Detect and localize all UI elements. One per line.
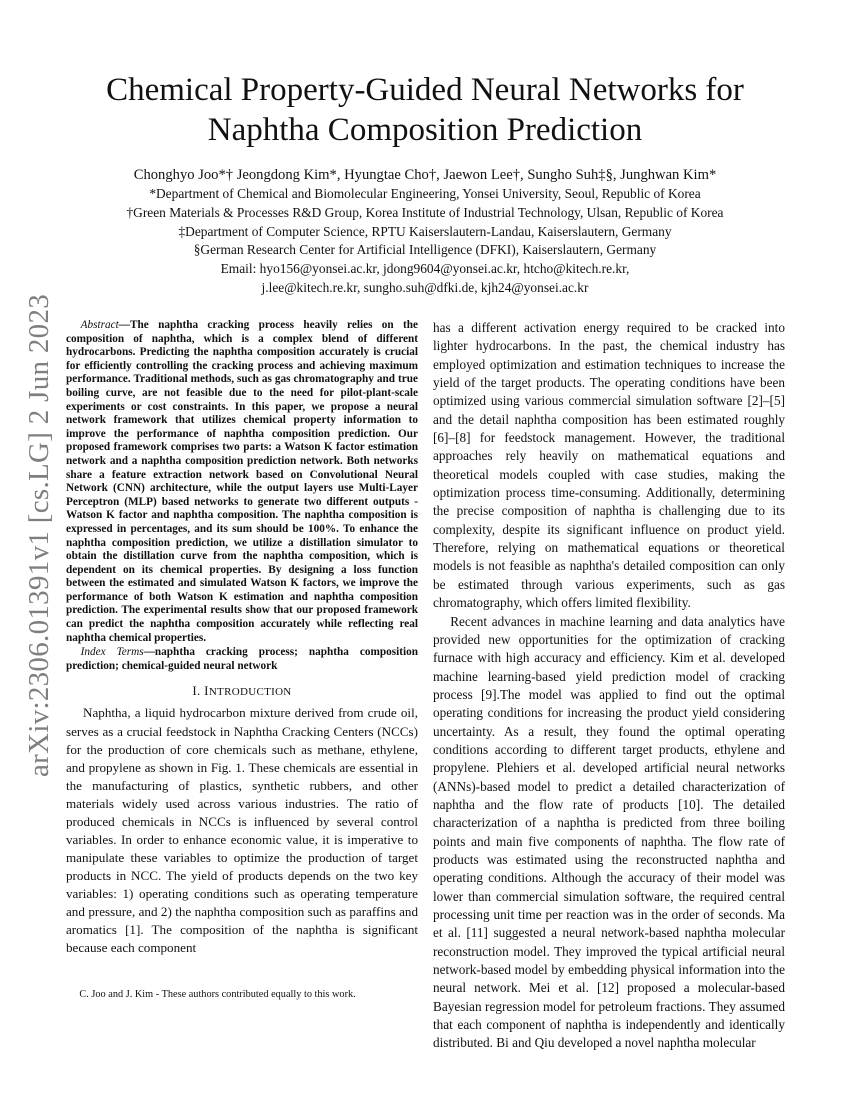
index-terms-label: Index Terms	[80, 646, 144, 659]
index-terms	[66, 646, 418, 673]
arxiv-identifier: arXiv:2306.01391v1 [cs.LG] 2 Jun 2023	[23, 293, 56, 777]
affiliation-4: §German Research Center for Artificial Intelligence (DFKI), Kaiserslautern, Germany	[193, 242, 657, 258]
abstract-label: Abstract	[80, 319, 119, 331]
abstract-text: —The naphtha cracking process heavily relies on the composition of naphtha, which is a complex blend of different hydrocarbons. Predicting the naphtha composition accurately is crucial for efficiently controlling the cracking process and achieving maximum performance. Traditional methods, such as gas chromatography and true boiling curve, are not feasible due to the need for pilot-plant-scale experiments or cost constraints. In this paper, we propose a neural network framework that utilizes chemical property information to improve the performance of naphtha composition prediction. Our proposed framework comprises two parts: a Watson K factor estimation network and a naphtha composition prediction network. Both networks share a feature extraction network based on Convolutional Neural Network (CNN) architecture, while the output layers use Multi-Layer Perceptron (MLP) based networks to generate two different outputs - Watson K factor and naphtha composition. The naphtha composition is expressed in percentages, and its sum should be 100%. To enhance the naphtha composition prediction, we utilize a distillation simulator to obtain the distillation curve from the naphtha composition, which is dependent on its chemical properties. By designing a loss function between the estimated and simulated Watson K factors, we improve the performance of both Watson K estimation and naphtha composition prediction. The experimental results show that our proposed framework can predict the naphtha composition accurately while reflecting real naphtha chemical properties.	[66, 319, 418, 644]
intro-paragraph-1: Naphtha, a liquid hydrocarbon mixture derived from crude oil, serves as a crucial feedstock in Naphtha Cracking Centers (NCCs) for the production of core chemicals such as methane, ethylene, and propylene as shown in Fig. 1. These chemicals are essential in the manufacturing of plastics, synthetic rubbers, and other materials widely used across various industries. The ratio of produced chemicals in NCCs is influenced by several control variables. In order to enhance economic value, it is imperative to manipulate these variables to optimize the production of target products in NCC. The yield of products depends on the two key variables: 1) operating conditions such as operating temperature and pressure, and 2) the naphtha composition such as paraffins and aromatics [1]. The composition of the naphtha is significant because each component	[66, 705, 418, 956]
intro-paragraph-1-continued: has a different activation energy required to be cracked into lighter hydrocarbons. In the past, the chemical industry has employed optimization and estimation techniques to increase the yield of the target products. The operating conditions have been optimized using various commercial simulation software [2]–[5] and the detail naphtha composition has been estimated roughly [6]–[8] for feedstock management. However, the traditional approaches rely heavily on mathematical equations and theoretical models coupled with case studies, making the optimization process time-consuming. Additionally, determining the precise composition of naphtha is challenging due to its complexity, despite its significant influence on product yield. Therefore, relying on mathematical equations or theoretical models is not feasible as naphtha's detailed composition can only be estimated through various experiments, such as gas chromatography, which offers limited flexibility.	[433, 320, 785, 611]
intro-paragraph-2: Recent advances in machine learning and data analytics have provided new opportunities for the optimization of cracking furnace with high accuracy and efficiency. Kim et al. developed machine learning-based yield prediction model of cracking process [9].The model was applied to find out the optimal operating conditions for increasing the product yield considering uncertainty. As a result, they found the optimal operating conditions according to different target products, ethylene and propylene. Plehiers et al. developed artificial neural networks (ANNs)-based model to predict a detailed characterization of naphtha and the flow rate of products [10]. The detailed characterization of a naphtha is predicted from three boiling points and main five components of naphtha. The flow rate of products was estimated using the reconstructed naphtha and operating conditions. Although the accuracy of their model was lower than commercial simulation software, the required central processing unit time per reaction was in the order of seconds. Ma et al. [11] suggested a neural network-based naphtha molecular reconstruction model. They improved the typical artificial neural network-based model by embedding physical information into the neural network. Mei et al. [12] proposed a molecular-based Bayesian regression model for petroleum fractions. They assumed that each component of naphtha is independently and identically distributed. Bi and Qiu developed a novel naphtha molecular	[433, 613, 785, 1051]
abstract	[66, 319, 418, 645]
section-number: I.	[192, 683, 201, 699]
author-block	[60, 165, 790, 298]
section-title-initial: I	[204, 683, 209, 699]
email-line-2: j.lee@kitech.re.kr, sungho.suh@dfki.de, kjh24@yonsei.ac.kr	[261, 279, 589, 295]
author-names: Chonghyo Joo*† Jeongdong Kim*, Hyungtae Cho†, Jaewon Lee†, Sungho Suh‡§, Junghwan Kim*	[133, 167, 717, 183]
index-terms-text: —naphtha cracking process; naphtha composition prediction; chemical-guided neural network	[66, 646, 418, 672]
left-column	[66, 319, 418, 957]
paper-title: Chemical Property-Guided Neural Networks for Naphtha Composition Prediction	[106, 72, 744, 148]
section-heading-introduction	[66, 682, 418, 701]
affiliation-1: *Department of Chemical and Biomolecular Engineering, Yonsei University, Seoul, Republic of Korea	[149, 186, 701, 201]
arxiv-side-stamp	[18, 290, 62, 780]
affiliation-3: ‡Department of Computer Science, RPTU Kaiserslautern-Landau, Kaiserslautern, Germany	[178, 223, 672, 239]
email-line-1: Email: hyo156@yonsei.ac.kr, jdong9604@yonsei.ac.kr, htcho@kitech.re.kr,	[220, 261, 630, 277]
section-title-rest: NTRODUCTION	[208, 686, 292, 699]
footnote: C. Joo and J. Kim - These authors contributed equally to this work.	[79, 989, 356, 1000]
right-column	[433, 319, 785, 1053]
affiliation-2: †Green Materials & Processes R&D Group, Korea Institute of Industrial Technology, Ulsan, Republic of Korea	[126, 204, 724, 220]
